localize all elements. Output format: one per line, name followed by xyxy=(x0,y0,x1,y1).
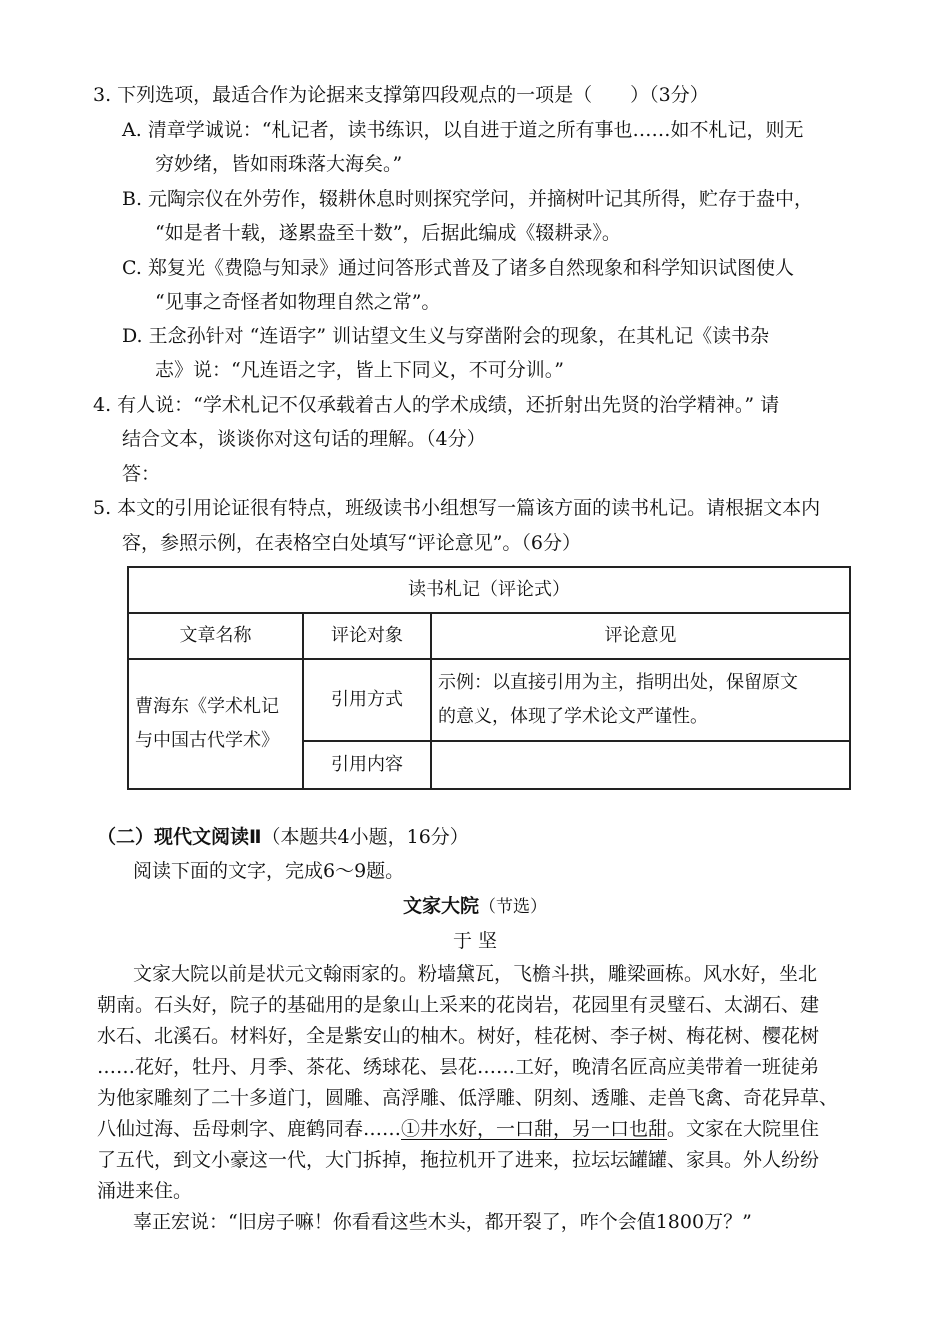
passage-line-2: 朝南。石头好，院子的基础用的是象山上采来的花岗岩，花园里有灵璧石、太湖石、建 xyxy=(97,994,820,1016)
passage-title-note: （节选） xyxy=(479,897,547,917)
q3-option-c-cont: “见事之奇怪者如物理自然之常”。 xyxy=(155,291,441,313)
q3-stem: 3. 下列选项，最适合作为论据来支撑第四段观点的一项是（ ）（3分） xyxy=(93,84,709,106)
q3-option-b: B. 元陶宗仪在外劳作，辍耕休息时则探究学问，并摘树叶记其所得，贮存于盎中， xyxy=(122,188,814,210)
section-heading-bold: （二）现代文阅读Ⅱ xyxy=(97,826,262,848)
opinion-example-line2: 的意义，体现了学术论文严谨性。 xyxy=(438,706,708,727)
passage-title xyxy=(0,894,950,919)
header-article-name: 文章名称 xyxy=(128,613,303,659)
passage-line-5: 为他家雕刻了二十多道门，圆雕、高浮雕、低浮雕、阴刻、透雕、走兽飞禽、奇花异草、 xyxy=(97,1087,839,1109)
passage-title-main: 文家大院 xyxy=(402,895,479,917)
q4-answer-label: 答： xyxy=(122,463,161,485)
opinion-example-cell xyxy=(431,659,850,741)
opinion-blank-cell[interactable] xyxy=(431,741,850,789)
opinion-example-line1: 示例：以直接引用为主，指明出处，保留原文 xyxy=(438,672,798,693)
passage-line-7: 了五代，到文小豪这一代，大门拆掉，拖拉机开了进来，拉坛坛罐罐、家具。外人纷纷 xyxy=(97,1149,820,1171)
passage-line-4: ……花好，牡丹、月季、茶花、绣球花、昙花……工好，晚清名匠高应美带着一班徒弟 xyxy=(97,1056,820,1078)
q3-option-a-cont: 穷妙绪，皆如雨珠落大海矣。” xyxy=(155,153,403,175)
passage-author: 于 坚 xyxy=(452,930,498,952)
q3-option-d-cont: 志》说：“凡连语之字，皆上下同义，不可分训。” xyxy=(155,359,564,381)
q4-stem-cont: 结合文本，谈谈你对这句话的理解。（4分） xyxy=(122,428,486,450)
q3-option-b-cont: “如是者十载，遂累盎至十数”，后据此编成《辍耕录》。 xyxy=(155,222,621,244)
passage-line-6a: 八仙过海、岳母刺字、鹿鹤同春…… xyxy=(97,1118,402,1140)
header-opinion: 评论意见 xyxy=(431,613,850,659)
article-name-line2: 与中国古代学术》 xyxy=(135,730,279,751)
underlined-sentence-1: ①井水好，一口甜，另一口也甜 xyxy=(401,1118,668,1140)
section-heading xyxy=(97,825,469,849)
q3-option-a: A. 清章学诚说：“札记者，读书练识，以自进于道之所有事也……如不札记，则无 xyxy=(122,119,804,141)
passage-line-3: 水石、北溪石。材料好，全是紫安山的柚木。树好，桂花树、李子树、梅花树、樱花树 xyxy=(97,1025,820,1047)
section-heading-rest: （本题共4小题，16分） xyxy=(261,826,469,848)
object-citation-content: 引用内容 xyxy=(303,741,431,789)
passage-line-1: 文家大院以前是状元文翰雨家的。粉墙黛瓦，飞檐斗拱，雕梁画栋。风水好，坐北 xyxy=(133,963,818,985)
q3-option-d: D. 王念孙针对 “连语字” 训诂望文生义与穿凿附会的现象，在其札记《读书杂 xyxy=(122,325,770,347)
passage-line-8: 涌进来住。 xyxy=(97,1180,193,1202)
q3-option-c: C. 郑复光《费隐与知录》通过问答形式普及了诸多自然现象和科学知识试图使人 xyxy=(122,257,794,279)
article-name-line1: 曹海东《学术札记 xyxy=(135,696,279,717)
passage-line-9: 辜正宏说：“旧房子嘛！你看看这些木头，都开裂了，咋个会值1800万？” xyxy=(133,1211,752,1233)
q4-stem: 4. 有人说：“学术札记不仅承载着古人的学术成绩，还折射出先贤的治学精神。” 请 xyxy=(93,394,780,416)
header-object: 评论对象 xyxy=(303,613,431,659)
q5-stem: 5. 本文的引用论证很有特点，班级读书小组想写一篇该方面的读书札记。请根据文本内 xyxy=(93,497,821,519)
passage-line-6b: 。文家在大院里住 xyxy=(667,1118,820,1140)
object-citation-method: 引用方式 xyxy=(303,659,431,741)
passage-line-6 xyxy=(97,1117,819,1141)
q5-stem-cont: 容，参照示例，在表格空白处填写“评论意见”。（6分） xyxy=(122,532,582,554)
reading-notes-table xyxy=(127,566,851,790)
article-name-cell xyxy=(128,659,303,789)
section-intro: 阅读下面的文字，完成6～9题。 xyxy=(133,860,405,882)
table-title: 读书札记（评论式） xyxy=(128,567,850,613)
